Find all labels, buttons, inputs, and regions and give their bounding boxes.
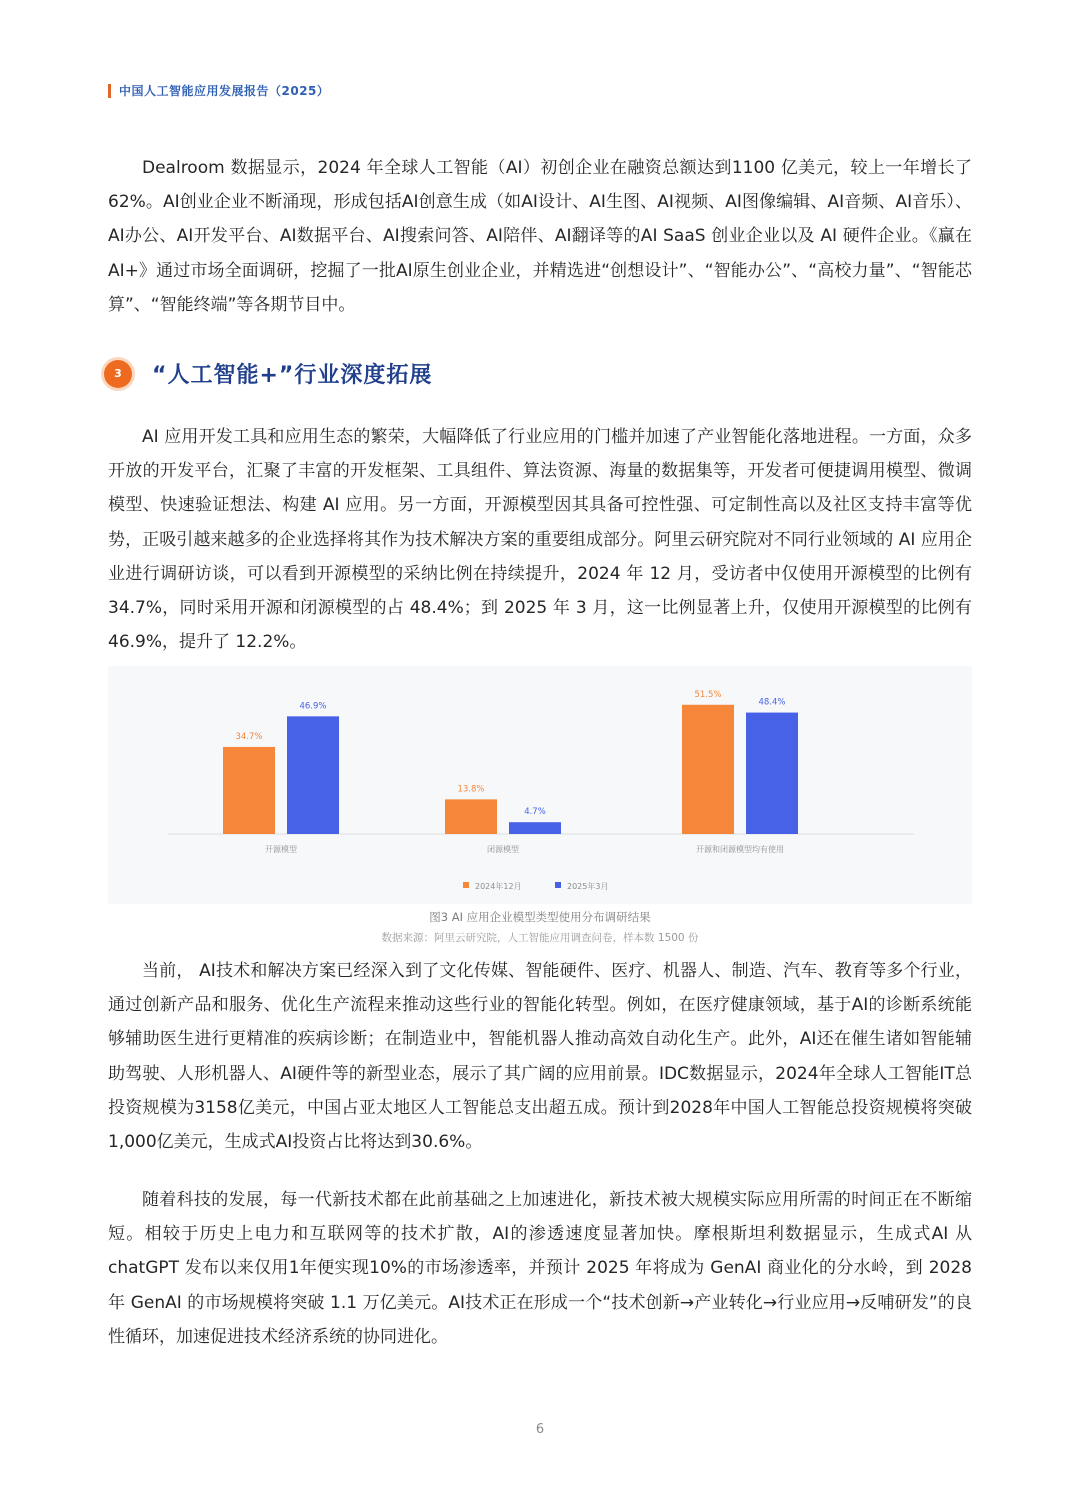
paragraph-2: AI 应用开发工具和应用生态的繁荣，大幅降低了行业应用的门槛并加速了产业智能化落地进程。一方面，众多开放的开发平台，汇聚了丰富的开发框架、工具组件、算法资源、海量的数据集等，开发者可便捷调用模型、微调模型、快速验证想法、构建 AI 应用。另一方面，开源模型因其具备可控性强、可定制性高以及社区支持丰富等优势，正吸引越来越多的企业选择将其作为技术解决方案的重要组成部分。阿里云研究院对不同行业领域的 AI 应用企业进行调研访谈，可以看到开源模型的采纳比例在持续提升，2024 年 12 月，受访者中仅使用开源模型的比例有 34.7%，同时采用开源和闭源模型的占 48.4%；到 2025 年 3 月，这一比例显著上升，仅使用开源模型的比例有 46.9%，提升了 12.2%。 [108, 427, 972, 653]
header-title: 中国人工智能应用发展报告（2025） [119, 84, 330, 98]
bar-mar-2025-1 [509, 822, 561, 834]
data-label: 48.4% [758, 697, 786, 708]
section-number-badge: 3 [104, 360, 132, 388]
chart-svg [108, 666, 972, 904]
section-heading [104, 358, 432, 389]
bar-chart [108, 666, 972, 904]
x-tick-label: 闭源模型 [487, 845, 519, 854]
legend-swatch [463, 882, 469, 888]
figure-source: 数据来源：阿里云研究院，人工智能应用调查问卷，样本数 1500 份 [381, 932, 699, 944]
legend-label: 2025年3月 [567, 882, 609, 891]
data-label: 34.7% [235, 731, 263, 742]
x-tick-label: 开源和闭源模型均有使用 [696, 845, 784, 854]
figure-caption: 图3 AI 应用企业模型类型使用分布调研结果 [429, 910, 651, 924]
header-accent-bar [108, 84, 111, 98]
paragraph-1: Dealroom 数据显示，2024 年全球人工智能（AI）初创企业在融资总额达到1100 亿美元，较上一年增长了62%。AI创业企业不断涌现，形成包括AI创意生成（如AI设计、AI生图、AI视频、AI图像编辑、AI音频、AI音乐）、AI办公、AI开发平台、AI数据平台、AI搜索问答、AI陪伴、AI翻译等的AI SaaS 创业企业以及 AI 硬件企业。《赢在AI+》通过市场全面调研，挖掘了一批AI原生创业企业，并精选进“创想设计”、“智能办公”、“高校力量”、“智能芯算”、“智能终端”等各期节目中。 [108, 158, 972, 315]
bar-dec-2024-1 [445, 799, 497, 834]
bar-mar-2025-2 [746, 713, 798, 834]
data-label: 4.7% [524, 807, 546, 818]
data-label: 51.5% [694, 689, 722, 700]
bar-mar-2025-0 [287, 716, 339, 834]
data-label: 13.8% [457, 784, 485, 795]
bar-dec-2024-0 [223, 747, 275, 834]
page-number: 6 [535, 1422, 545, 1437]
x-tick-label: 开源模型 [265, 845, 297, 854]
legend-swatch [555, 882, 561, 888]
page-header [108, 82, 329, 99]
data-label: 46.9% [299, 701, 327, 712]
paragraph-3: 当前， AI技术和解决方案已经深入到了文化传媒、智能硬件、医疗、机器人、制造、汽车、教育等多个行业，通过创新产品和服务、优化生产流程来推动这些行业的智能化转型。例如，在医疗健康领域，基于AI的诊断系统能够辅助医生进行更精准的疾病诊断；在制造业中，智能机器人推动高效自动化生产。此外，AI还在催生诸如智能辅助驾驶、人形机器人、AI硬件等的新型业态，展示了其广阔的应用前景。IDC数据显示，2024年全球人工智能IT总投资规模为3158亿美元，中国占亚太地区人工智能总支出超五成。预计到2028年中国人工智能总投资规模将突破1,000亿美元，生成式AI投资占比将达到30.6%。 [108, 961, 972, 1153]
legend-label: 2024年12月 [475, 882, 522, 891]
section-title: “人工智能+”行业深度拓展 [152, 363, 433, 388]
paragraph-4: 随着科技的发展，每一代新技术都在此前基础之上加速进化，新技术被大规模实际应用所需的时间正在不断缩短。相较于历史上电力和互联网等的技术扩散，AI的渗透速度显著加快。摩根斯坦利数据显示，生成式AI 从chatGPT 发布以来仅用1年便实现10%的市场渗透率，并预计 2025 年将成为 GenAI 商业化的分水岭，到 2028 年 GenAI 的市场规模将突破 1.1 万亿美元。AI技术正在形成一个“技术创新→产业转化→行业应用→反哺研发”的良性循环，加速促进技术经济系统的协同进化。 [108, 1190, 972, 1347]
bar-dec-2024-2 [682, 705, 734, 834]
